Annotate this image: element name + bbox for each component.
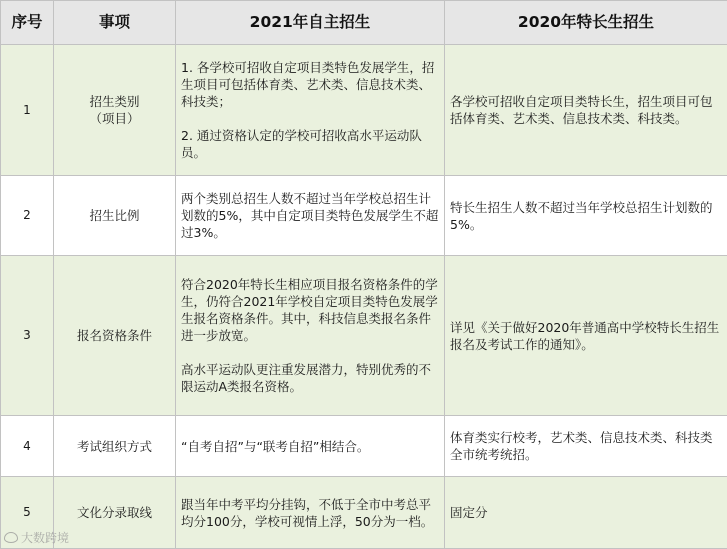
row-item-line: （项目） (89, 111, 140, 126)
row-item-line: 招生类别 (89, 94, 140, 109)
table-header-row (1, 1, 727, 45)
cell-paragraph: 符合2020年特长生相应项目报名资格条件的学生，仍符合2021年学校自定项目类特色发展学生报名资格条件。其中，科技信息类报名条件进一步放宽。 (181, 277, 438, 343)
table-row (1, 45, 727, 176)
watermark (4, 529, 69, 546)
cell-2021 (176, 45, 445, 176)
cell-2021: 两个类别总招生人数不超过当年学校总招生计划数的5%，其中自定项目类特色发展学生不超过3%。 (176, 176, 445, 256)
row-number: 2 (1, 176, 54, 256)
header-2020: 2020年特长生招生 (445, 1, 727, 45)
header-item: 事项 (54, 1, 176, 45)
row-item: 文化分录取线 (54, 477, 176, 549)
cell-2020: 体育类实行校考，艺术类、信息技术类、科技类全市统考统招。 (445, 416, 727, 477)
row-number: 1 (1, 45, 54, 176)
row-number: 5 (1, 477, 54, 549)
header-no: 序号 (1, 1, 54, 45)
table-row (1, 256, 727, 416)
cell-paragraph: 2. 通过资格认定的学校可招收高水平运动队员。 (181, 128, 422, 160)
cell-paragraph: 高水平运动队更注重发展潜力，特别优秀的不限运动A类报名资格。 (181, 362, 432, 394)
row-number: 3 (1, 256, 54, 416)
cell-2021: 跟当年中考平均分挂钩，不低于全市中考总平均分100分，学校可视情上浮，50分为一档。 (176, 477, 445, 549)
header-2021: 2021年自主招生 (176, 1, 445, 45)
cell-2021: “自考自招”与“联考自招”相结合。 (176, 416, 445, 477)
cell-2021 (176, 256, 445, 416)
row-item: 考试组织方式 (54, 416, 176, 477)
table-row (1, 477, 727, 549)
cell-2020: 各学校可招收自定项目类特长生，招生项目可包括体育类、艺术类、信息技术类、科技类。 (445, 45, 727, 176)
watermark-logo-icon (4, 532, 18, 543)
table-row (1, 416, 727, 477)
cell-2020: 固定分 (445, 477, 727, 549)
cell-paragraph: 1. 各学校可招收自定项目类特色发展学生，招生项目可包括体育类、艺术类、信息技术类、科技类； (181, 60, 435, 109)
cell-2020: 特长生招生人数不超过当年学校总招生计划数的5%。 (445, 176, 727, 256)
cell-2020: 详见《关于做好2020年普通高中学校特长生招生报名及考试工作的通知》。 (445, 256, 727, 416)
row-number: 4 (1, 416, 54, 477)
row-item (54, 45, 176, 176)
row-item: 招生比例 (54, 176, 176, 256)
watermark-text: 大数跨境 (21, 531, 70, 545)
table-row (1, 176, 727, 256)
row-item: 报名资格条件 (54, 256, 176, 416)
